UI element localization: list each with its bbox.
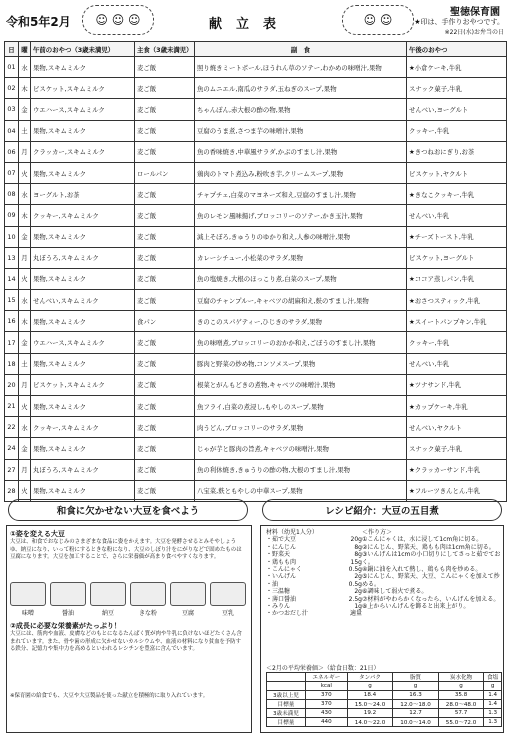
- table-row: [5, 162, 507, 183]
- nutrition-cell: 57.7: [438, 708, 484, 717]
- ingredient-list: [266, 536, 362, 617]
- table-cell: 麦ご飯: [135, 78, 195, 99]
- table-cell: 水: [19, 290, 31, 311]
- table-cell: ヨーグルト,お茶: [31, 184, 135, 205]
- handmade-note: ★印は、手作りおやつです。: [414, 18, 504, 26]
- nutrition-cell: 19.2: [347, 708, 393, 717]
- ingredient-name: ・鶏もも肉: [266, 558, 297, 566]
- table-cell: 火: [19, 480, 31, 501]
- table-cell: 根菜とがんもどきの煮物,キャベツの味噌汁,果物: [195, 374, 407, 395]
- table-cell: ★ツナサンド,牛乳: [407, 374, 507, 395]
- food-illustration-icon: [170, 582, 206, 606]
- ingredient-name: ・いんげん: [266, 573, 297, 581]
- table-row: [5, 396, 507, 417]
- nutrition-cell: 440: [305, 717, 347, 726]
- table-cell: 22: [5, 417, 19, 438]
- ingredient-row: [266, 573, 362, 580]
- table-cell: 魚の利休焼き,きゅうりの酢の物,大根のすまし汁,果物: [195, 459, 407, 480]
- ingredient-name: ・にんじん: [266, 543, 297, 551]
- ingredient-amount: 2.5g: [348, 595, 362, 603]
- table-body: [5, 57, 507, 502]
- table-cell: 28: [5, 480, 19, 501]
- table-row: [5, 247, 507, 268]
- nutrition-header: [267, 673, 306, 682]
- table-cell: 麦ご飯: [135, 374, 195, 395]
- table-cell: 火: [19, 396, 31, 417]
- nutrition-cell: 430: [305, 708, 347, 717]
- table-cell: 13: [5, 247, 19, 268]
- table-row: [5, 268, 507, 289]
- table-cell: ★ココア蒸しパン,牛乳: [407, 268, 507, 289]
- ingredient-row: [266, 610, 362, 617]
- column-header: 午後のおやつ: [407, 42, 507, 57]
- table-row: [5, 438, 507, 459]
- table-cell: 20: [5, 374, 19, 395]
- table-cell: チャプチェ,白菜のマヨネーズ和え,豆腐のすまし汁,果物: [195, 184, 407, 205]
- nutrition-cell: 370: [305, 699, 347, 708]
- nutrition-cell: 1.3: [484, 717, 502, 726]
- ingredient-amount: 適量: [349, 610, 362, 618]
- table-cell: ビスケット,ヤクルト: [407, 162, 507, 183]
- table-cell: 麦ご飯: [135, 353, 195, 374]
- table-row: [5, 332, 507, 353]
- table-cell: 火: [19, 268, 31, 289]
- table-cell: 豚肉と野菜の炒め物,コンソメスープ,果物: [195, 353, 407, 374]
- table-cell: 八宝菜,麩ともやしの中華スープ,果物: [195, 480, 407, 501]
- soy-food-item: [50, 582, 86, 617]
- table-cell: 麦ご飯: [135, 205, 195, 226]
- table-cell: 果物,スキムミルク: [31, 438, 135, 459]
- bento-note: ※22日(水)お弁当の日: [444, 29, 504, 36]
- table-cell: 果物,スキムミルク: [31, 57, 135, 78]
- children-illustration-right: ☺ ☺: [342, 5, 414, 35]
- nutrition-cell: 14.0～22.0: [347, 717, 393, 726]
- table-cell: 麦ご飯: [135, 120, 195, 141]
- table-cell: 魚の味噌煮,ブロッコリーのおかか和え,ごぼうのすまし汁,果物: [195, 332, 407, 353]
- table-cell: クラッカー,スキムミルク: [31, 141, 135, 162]
- table-cell: 食パン: [135, 311, 195, 332]
- table-cell: ビスケット,スキムミルク: [31, 374, 135, 395]
- table-cell: ウエハース,スキムミルク: [31, 99, 135, 120]
- table-cell: 果物,スキムミルク: [31, 353, 135, 374]
- table-cell: 木: [19, 78, 31, 99]
- food-label: 豆乳: [221, 610, 234, 617]
- table-cell: 木: [19, 311, 31, 332]
- table-cell: ★スイートパンプキン,牛乳: [407, 311, 507, 332]
- table-cell: ロールパン: [135, 162, 195, 183]
- nutrition-cell: 目標量: [267, 717, 306, 726]
- table-cell: 金: [19, 438, 31, 459]
- nutrition-cell: 55.0～72.0: [438, 717, 484, 726]
- table-cell: 肉うどん,ブロッコリーのサラダ,果物: [195, 417, 407, 438]
- nutrition-cell: 16.3: [393, 690, 439, 699]
- table-cell: 魚のムニエル,南瓜のサラダ,玉ねぎのスープ,果物: [195, 78, 407, 99]
- ingredient-name: ・油: [266, 580, 279, 588]
- table-cell: 果物,スキムミルク: [31, 162, 135, 183]
- nutrition-unit: [267, 682, 306, 691]
- food-illustration-icon: [90, 582, 126, 606]
- nutrition-cell: 370: [305, 690, 347, 699]
- ingredient-name: ・茹で大豆: [266, 536, 297, 544]
- table-cell: 麦ご飯: [135, 184, 195, 205]
- column-header: 曜: [19, 42, 31, 57]
- table-cell: 果物,スキムミルク: [31, 311, 135, 332]
- nutrition-row: [267, 708, 502, 717]
- table-row: [5, 311, 507, 332]
- table-cell: 魚の香味焼き,中華風サラダ,かぶのすまし汁,果物: [195, 141, 407, 162]
- table-cell: 金: [19, 99, 31, 120]
- nutrition-row: [267, 690, 502, 699]
- table-cell: 月: [19, 247, 31, 268]
- bottom-section: [4, 497, 506, 735]
- table-cell: 02: [5, 78, 19, 99]
- table-row: [5, 353, 507, 374]
- nutrition-row: [267, 717, 502, 726]
- recipe-step: ③いんげんは1cmの小口切りにしてさっと茹でておく。: [362, 551, 501, 566]
- nutrition-cell: 10.0～14.0: [393, 717, 439, 726]
- recipe-step: ⑧上からいんげんを飾ると出来上がり。: [362, 603, 470, 611]
- table-cell: 15: [5, 290, 19, 311]
- table-cell: クッキー,スキムミルク: [31, 205, 135, 226]
- ingredient-amount: 2g: [354, 573, 362, 581]
- table-cell: 麦ご飯: [135, 57, 195, 78]
- column-header: 午前のおやつ（3歳未満児）: [31, 42, 135, 57]
- table-cell: きのこのスパゲティー,ひじきのサラダ,果物: [195, 311, 407, 332]
- table-cell: ウエハース,スキムミルク: [31, 332, 135, 353]
- table-cell: 月: [19, 141, 31, 162]
- table-cell: ★クラッカーサンド,牛乳: [407, 459, 507, 480]
- table-cell: ★小倉ケーキ,牛乳: [407, 57, 507, 78]
- nutrition-cell: 1.4: [484, 699, 502, 708]
- table-cell: 17: [5, 332, 19, 353]
- recipe-heading: レシピ紹介：大豆の五目煮: [262, 499, 502, 521]
- steps-title: ＜作り方＞: [362, 529, 393, 536]
- ingredients: [266, 529, 362, 618]
- ingredients-title: 材料（幼児1人分）: [266, 529, 318, 536]
- soy-foods: [10, 582, 246, 617]
- table-cell: せんべい,牛乳: [407, 205, 507, 226]
- table-row: [5, 184, 507, 205]
- table-cell: ちゃんぽん,赤大根の酢の物,果物: [195, 99, 407, 120]
- nutrition-cell: 12.0～18.0: [393, 699, 439, 708]
- column-header: 副 食: [195, 42, 407, 57]
- table-cell: 07: [5, 162, 19, 183]
- table-cell: ★フルーツきんとん,牛乳: [407, 480, 507, 501]
- nutrition-unit: g: [438, 682, 484, 691]
- food-illustration-icon: [130, 582, 166, 606]
- table-row: [5, 417, 507, 438]
- nutrition-cell: 12.7: [393, 708, 439, 717]
- table-cell: 土: [19, 353, 31, 374]
- table-cell: 金: [19, 332, 31, 353]
- table-row: [5, 226, 507, 247]
- table-cell: 18: [5, 353, 19, 374]
- table-cell: 丸ぼうろ,スキムミルク: [31, 247, 135, 268]
- ingredient-name: ・こんにゃく: [266, 566, 302, 574]
- table-cell: 果物,スキムミルク: [31, 226, 135, 247]
- nutrition-table: [266, 672, 502, 727]
- table-cell: クッキー,牛乳: [407, 332, 507, 353]
- soy-food-item: [90, 582, 126, 617]
- table-cell: 麦ご飯: [135, 332, 195, 353]
- table-cell: 麦ご飯: [135, 396, 195, 417]
- ingredient-amount: 2g: [354, 588, 362, 596]
- ingredient-name: ・野菜天: [266, 551, 291, 559]
- table-cell: ビスケット,スキムミルク: [31, 78, 135, 99]
- steps: [362, 529, 502, 610]
- table-cell: 魚の塩焼き,大根のほっこり煮,白菜のスープ,果物: [195, 268, 407, 289]
- table-cell: ★おさつスティック,牛乳: [407, 290, 507, 311]
- table-cell: 09: [5, 205, 19, 226]
- soy-sub-1: ①姿を変える大豆: [10, 530, 65, 538]
- recipe-step: ⑤にんじん、野菜天、大豆、こんにゃくを加えて炒める。: [362, 573, 500, 588]
- soy-food-item: [130, 582, 166, 617]
- table-cell: 麦ご飯: [135, 480, 195, 501]
- table-row: [5, 120, 507, 141]
- table-cell: 魚のレモン風味揚げ,ブロッコリーのソテー,かき玉汁,果物: [195, 205, 407, 226]
- ingredient-amount: 8g: [354, 551, 362, 559]
- table-cell: 14: [5, 268, 19, 289]
- table-cell: 10: [5, 226, 19, 247]
- table-cell: 果物,スキムミルク: [31, 480, 135, 501]
- table-cell: 麦ご飯: [135, 438, 195, 459]
- ingredient-name: ・三温糖: [266, 588, 291, 596]
- children-illustration: ☺ ☺ ☺: [82, 5, 154, 35]
- nutrition-cell: 3歳未満児: [267, 708, 306, 717]
- table-cell: 水: [19, 417, 31, 438]
- nutrition-cell: 18.4: [347, 690, 393, 699]
- table-cell: カレーシチュー,小松菜のサラダ,果物: [195, 247, 407, 268]
- table-cell: 16: [5, 311, 19, 332]
- header: [4, 3, 506, 39]
- table-cell: 火: [19, 162, 31, 183]
- table-cell: ★きなこクッキー,牛乳: [407, 184, 507, 205]
- ingredient-row: [266, 588, 362, 595]
- table-cell: 06: [5, 141, 19, 162]
- table-header: [5, 42, 507, 57]
- food-illustration-icon: [10, 582, 46, 606]
- column-header: 日: [5, 42, 19, 57]
- nutrition-header: エネルギー: [305, 673, 347, 682]
- table-cell: 照り焼きミートボール,ほうれん草のソテー,わかめの味噌汁,果物: [195, 57, 407, 78]
- table-cell: せんべい,ヤクルト: [407, 417, 507, 438]
- nutrition-cell: 目標量: [267, 699, 306, 708]
- table-cell: 鶏肉のトマト煮込み,粉吹き芋,クリームスープ,果物: [195, 162, 407, 183]
- table-cell: 魚フライ,白菜の煮浸し,もやしのスープ,果物: [195, 396, 407, 417]
- recipe-step: ⑥調味して弱火で煮る。: [362, 588, 428, 596]
- nutrition-header: 炭水化物: [438, 673, 484, 682]
- nutrition-header: 食塩: [484, 673, 502, 682]
- soy-food-item: [210, 582, 246, 617]
- table-row: [5, 205, 507, 226]
- table-cell: 麦ご飯: [135, 141, 195, 162]
- nutrition-unit: g: [393, 682, 439, 691]
- recipe-step: ①こんにゃくは、水に浸して1cm角に切る。: [362, 536, 483, 544]
- nursery-name: 聖徳保育園: [450, 7, 500, 18]
- table-cell: 水: [19, 57, 31, 78]
- food-label: 醤油: [61, 610, 74, 617]
- soy-sub-2: ②成長に必要な栄養素がたっぷり！: [10, 622, 121, 630]
- table-cell: 木: [19, 205, 31, 226]
- table-row: [5, 57, 507, 78]
- table-cell: 麦ご飯: [135, 99, 195, 120]
- table-cell: 麦ご飯: [135, 290, 195, 311]
- table-cell: クッキー,牛乳: [407, 120, 507, 141]
- table-cell: ★きつねおにぎり,お茶: [407, 141, 507, 162]
- table-row: [5, 374, 507, 395]
- nutrition-header: タンパク: [347, 673, 393, 682]
- ingredient-amount: 0.5g: [348, 580, 362, 588]
- table-row: [5, 141, 507, 162]
- ingredient-amount: 0.5g: [348, 566, 362, 574]
- nutrition-row: [267, 699, 502, 708]
- recipe-step: ②にんじん、野菜天、鶏もも肉は1cm角に切る。: [362, 543, 495, 551]
- table-cell: 麦ご飯: [135, 459, 195, 480]
- table-cell: 21: [5, 396, 19, 417]
- soy-food-item: [10, 582, 46, 617]
- table-row: [5, 99, 507, 120]
- table-cell: 月: [19, 374, 31, 395]
- nutrition-cell: 28.0～48.0: [438, 699, 484, 708]
- table-cell: 麦ご飯: [135, 268, 195, 289]
- table-cell: ビスケット,ヨーグルト: [407, 247, 507, 268]
- table-cell: 丸ぼうろ,スキムミルク: [31, 459, 135, 480]
- ingredient-row: [266, 559, 362, 566]
- table-cell: せんべい,ヨーグルト: [407, 99, 507, 120]
- soy-text-1: 大豆は、和食でおなじみのさまざまな食品に姿をかえます。大豆を発酵させるとみそやしょうゆ、納豆になり、いって粉にするときな粉になり、大豆のしぼり汁をにがりなどで固めたものは豆腐になります。大豆を加工することで、さらに栄養価が高まり食べやすくなります。: [10, 539, 242, 561]
- nutrition-unit: g: [484, 682, 502, 691]
- ingredient-name: ・薄口醤油: [266, 595, 297, 603]
- nutrition-cell: 1.3: [484, 708, 502, 717]
- table-row: [5, 459, 507, 480]
- nutrition-cell: 3歳以上児: [267, 690, 306, 699]
- nutrition-unit: kcal: [305, 682, 347, 691]
- ingredient-amount: 1g: [354, 603, 362, 611]
- table-cell: ★チーズトースト,牛乳: [407, 226, 507, 247]
- table-cell: 金: [19, 226, 31, 247]
- ingredient-name: ・みりん: [266, 603, 291, 611]
- table-cell: 果物,スキムミルク: [31, 396, 135, 417]
- table-cell: せんべい,牛乳: [407, 353, 507, 374]
- table-cell: 03: [5, 99, 19, 120]
- nutrition-cell: 35.8: [438, 690, 484, 699]
- table-cell: 01: [5, 57, 19, 78]
- nutrition-header: 脂質: [393, 673, 439, 682]
- ingredient-amount: 8g: [354, 543, 362, 551]
- ingredient-row: [266, 596, 362, 603]
- food-label: 豆腐: [181, 610, 194, 617]
- nutrition-unit: g: [347, 682, 393, 691]
- ingredient-row: [266, 536, 362, 543]
- food-label: 味噌: [21, 610, 34, 617]
- recipe-step: ⑦材料がやわらかくなったら、いんげんを加える。: [362, 595, 500, 603]
- table-cell: 水: [19, 184, 31, 205]
- table-cell: 月: [19, 459, 31, 480]
- ingredient-name: ・かつおだし汁: [266, 610, 309, 618]
- table-row: [5, 290, 507, 311]
- table-cell: スナック菓子,牛乳: [407, 438, 507, 459]
- food-illustration-icon: [50, 582, 86, 606]
- food-illustration-icon: [210, 582, 246, 606]
- soy-heading: 和食に欠かせない大豆を食べよう: [8, 499, 248, 521]
- food-label: きな粉: [138, 610, 157, 617]
- nutrition-cell: 1.4: [484, 690, 502, 699]
- table-row: [5, 78, 507, 99]
- page-title: 献立表: [209, 17, 291, 32]
- ingredient-row: [266, 551, 362, 558]
- table-cell: スナック菓子,牛乳: [407, 78, 507, 99]
- table-cell: 04: [5, 120, 19, 141]
- step-list: [362, 536, 502, 610]
- table-cell: 減上そぼろ,きゅうりのゆかり和え,人参の味噌汁,果物: [195, 226, 407, 247]
- column-header: 主食（3歳未満児）: [135, 42, 195, 57]
- table-cell: クッキー,スキムミルク: [31, 417, 135, 438]
- table-cell: 麦ご飯: [135, 226, 195, 247]
- table-cell: 24: [5, 438, 19, 459]
- table-cell: じゃが芋と豚肉の旨煮,キャベツの味噌汁,果物: [195, 438, 407, 459]
- table-cell: 豆腐のうま煮,さつま芋の味噌汁,果物: [195, 120, 407, 141]
- soy-text-3: ※保育園の給食でも、大豆や大豆製品を使った献立を積極的に取り入れています。: [10, 693, 209, 699]
- food-label: 納豆: [101, 610, 114, 617]
- nutrition-title: ＜2月の平均栄養価＞（給食日数：21日）: [266, 665, 380, 672]
- soy-food-item: [170, 582, 206, 617]
- soy-text-2: 大豆には、筋肉や血液、皮膚などのもとになるたんぱく質が肉や牛乳に負けないほどたくさん含まれています。また、骨や歯の形成に欠かせないカルシウムや、血液の材料になり貧血を予防する鉄分、記憶力や集中力を高めるといわれるレシチンを豊富に含んでいます。: [10, 631, 242, 653]
- menu-table: [4, 41, 507, 502]
- table-cell: 麦ご飯: [135, 417, 195, 438]
- table-cell: 08: [5, 184, 19, 205]
- table-cell: 果物,スキムミルク: [31, 268, 135, 289]
- table-cell: 土: [19, 120, 31, 141]
- table-cell: せんべい,スキムミルク: [31, 290, 135, 311]
- table-cell: 豆腐のチャンプルー,キャベツの胡麻和え,麩のすまし汁,果物: [195, 290, 407, 311]
- table-cell: 麦ご飯: [135, 247, 195, 268]
- table-cell: ★カップケーキ,牛乳: [407, 396, 507, 417]
- year-month: 令和5年2月: [6, 15, 71, 29]
- table-cell: 27: [5, 459, 19, 480]
- ingredient-amount: 20g: [350, 536, 362, 544]
- table-cell: 果物,スキムミルク: [31, 120, 135, 141]
- recipe-step: ④鍋に油を入れて熱し、鶏もも肉を炒める。: [362, 566, 482, 574]
- ingredient-amount: 15g: [350, 558, 362, 566]
- nutrition-cell: 15.0～24.0: [347, 699, 393, 708]
